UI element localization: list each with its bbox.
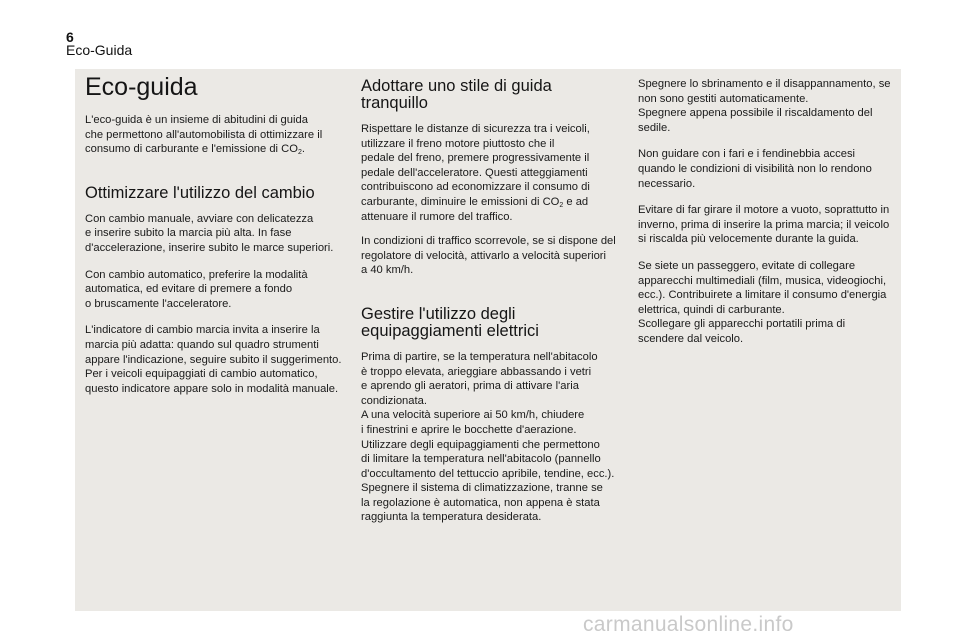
heading-gearbox: Ottimizzare l'utilizzo del cambio bbox=[85, 183, 315, 202]
watermark: carmanualsonline.info bbox=[583, 613, 794, 636]
paragraph-manual-gearbox: Con cambio manuale, avviare con delicatezza e inserire subito la marcia più alta. In fase d'accelerazione, inserire subito le marce superiori. bbox=[85, 212, 334, 254]
content-panel bbox=[75, 69, 901, 611]
paragraph-cruise-control: In condizioni di traffico scorrevole, se si dispone del regolatore di velocità, attivarlo a velocità superiori a 40 km/h. bbox=[361, 235, 616, 277]
subscript-2: 2 bbox=[559, 201, 564, 209]
paragraph-gear-indicator: L'indicatore di cambio marcia invita a inserire la marcia più adatta: quando sul quadro strumenti appare l'indicazione, seguire subito il suggerimento. Per i veicoli equipaggiati di cambio automatico, questo indicatore appare solo in modalità manuale. bbox=[85, 324, 342, 395]
section-label: Eco-Guida bbox=[66, 42, 133, 58]
paragraph-idling: Evitare di far girare il motore a vuoto, soprattutto in inverno, prima di inserire la prima marcia; il veicolo si riscalda più velocemente durante la guida. bbox=[638, 204, 890, 246]
page-title: Eco-guida bbox=[85, 73, 198, 101]
paragraph-safety-distance: Rispettare le distanze di sicurezza tra i veicoli, utilizzare il freno motore piuttosto che il pedale del freno, premere progressivamente il pedale dell'acceleratore. Questi atteggiamenti contribuiscono ad economizzare il consumo di carburante, diminuire le emissioni di $CO_2$ e ad attenuare il rumore del traffico. bbox=[361, 123, 590, 223]
paragraph-defrost: Spegnere lo sbrinamento e il disappannamento, se non sono gestiti automaticamente. Spegnere appena possibile il riscaldamento del sedile. bbox=[638, 78, 891, 134]
column-3 bbox=[638, 69, 900, 347]
intro-paragraph: L'eco-guida è un insieme di abitudini di guida che permettono all'automobilista di ottimizzare il consumo di carburante e l'emissione di $CO_2$. bbox=[85, 114, 323, 157]
page-number: 6 bbox=[66, 29, 74, 45]
paragraph-air-conditioning: Prima di partire, se la temperatura nell'abitacolo è troppo elevata, arieggiare abbassando i vetri e aprendo gli aeratori, prima di attivare l'aria condizionata. A una velocità superiore ai 50 km/h, chiudere i finestrini e aprire le bocchette d'aerazione. Utilizzare degli equipaggiamenti che permettono di limitare la temperatura nell'abitacolo (pannello d'occultamento del tettuccio apribile, tendine, ecc.). Spegnere il sistema di climatizzazione, tranne se la regolazione è automatica, non appena è stata raggiunta la temperatura desiderata. bbox=[361, 350, 615, 524]
column-2 bbox=[361, 69, 623, 525]
paragraph-passenger: Se siete un passeggero, evitate di collegare apparecchi multimediali (film, musica, videogiochi, ecc.). Contribuirete a limitare il consumo d'energia elettrica, quindi di carburante. Scollegare gli apparecchi portatili prima di scendere dal veicolo. bbox=[638, 259, 887, 345]
paragraph-automatic-gearbox: Con cambio automatico, preferire la modalità automatica, ed evitare di premere a fondo o bruscamente l'acceleratore. bbox=[85, 268, 308, 310]
heading-driving-style: Adottare uno stile di guida tranquillo bbox=[361, 77, 552, 112]
heading-electrical-equipment: Gestire l'utilizzo degli equipaggiamenti elettrici bbox=[361, 304, 539, 340]
paragraph-lights: Non guidare con i fari e i fendinebbia accesi quando le condizioni di visibilità non lo rendono necessario. bbox=[638, 148, 872, 190]
subscript-2: 2 bbox=[297, 149, 302, 157]
column-1 bbox=[85, 69, 347, 396]
